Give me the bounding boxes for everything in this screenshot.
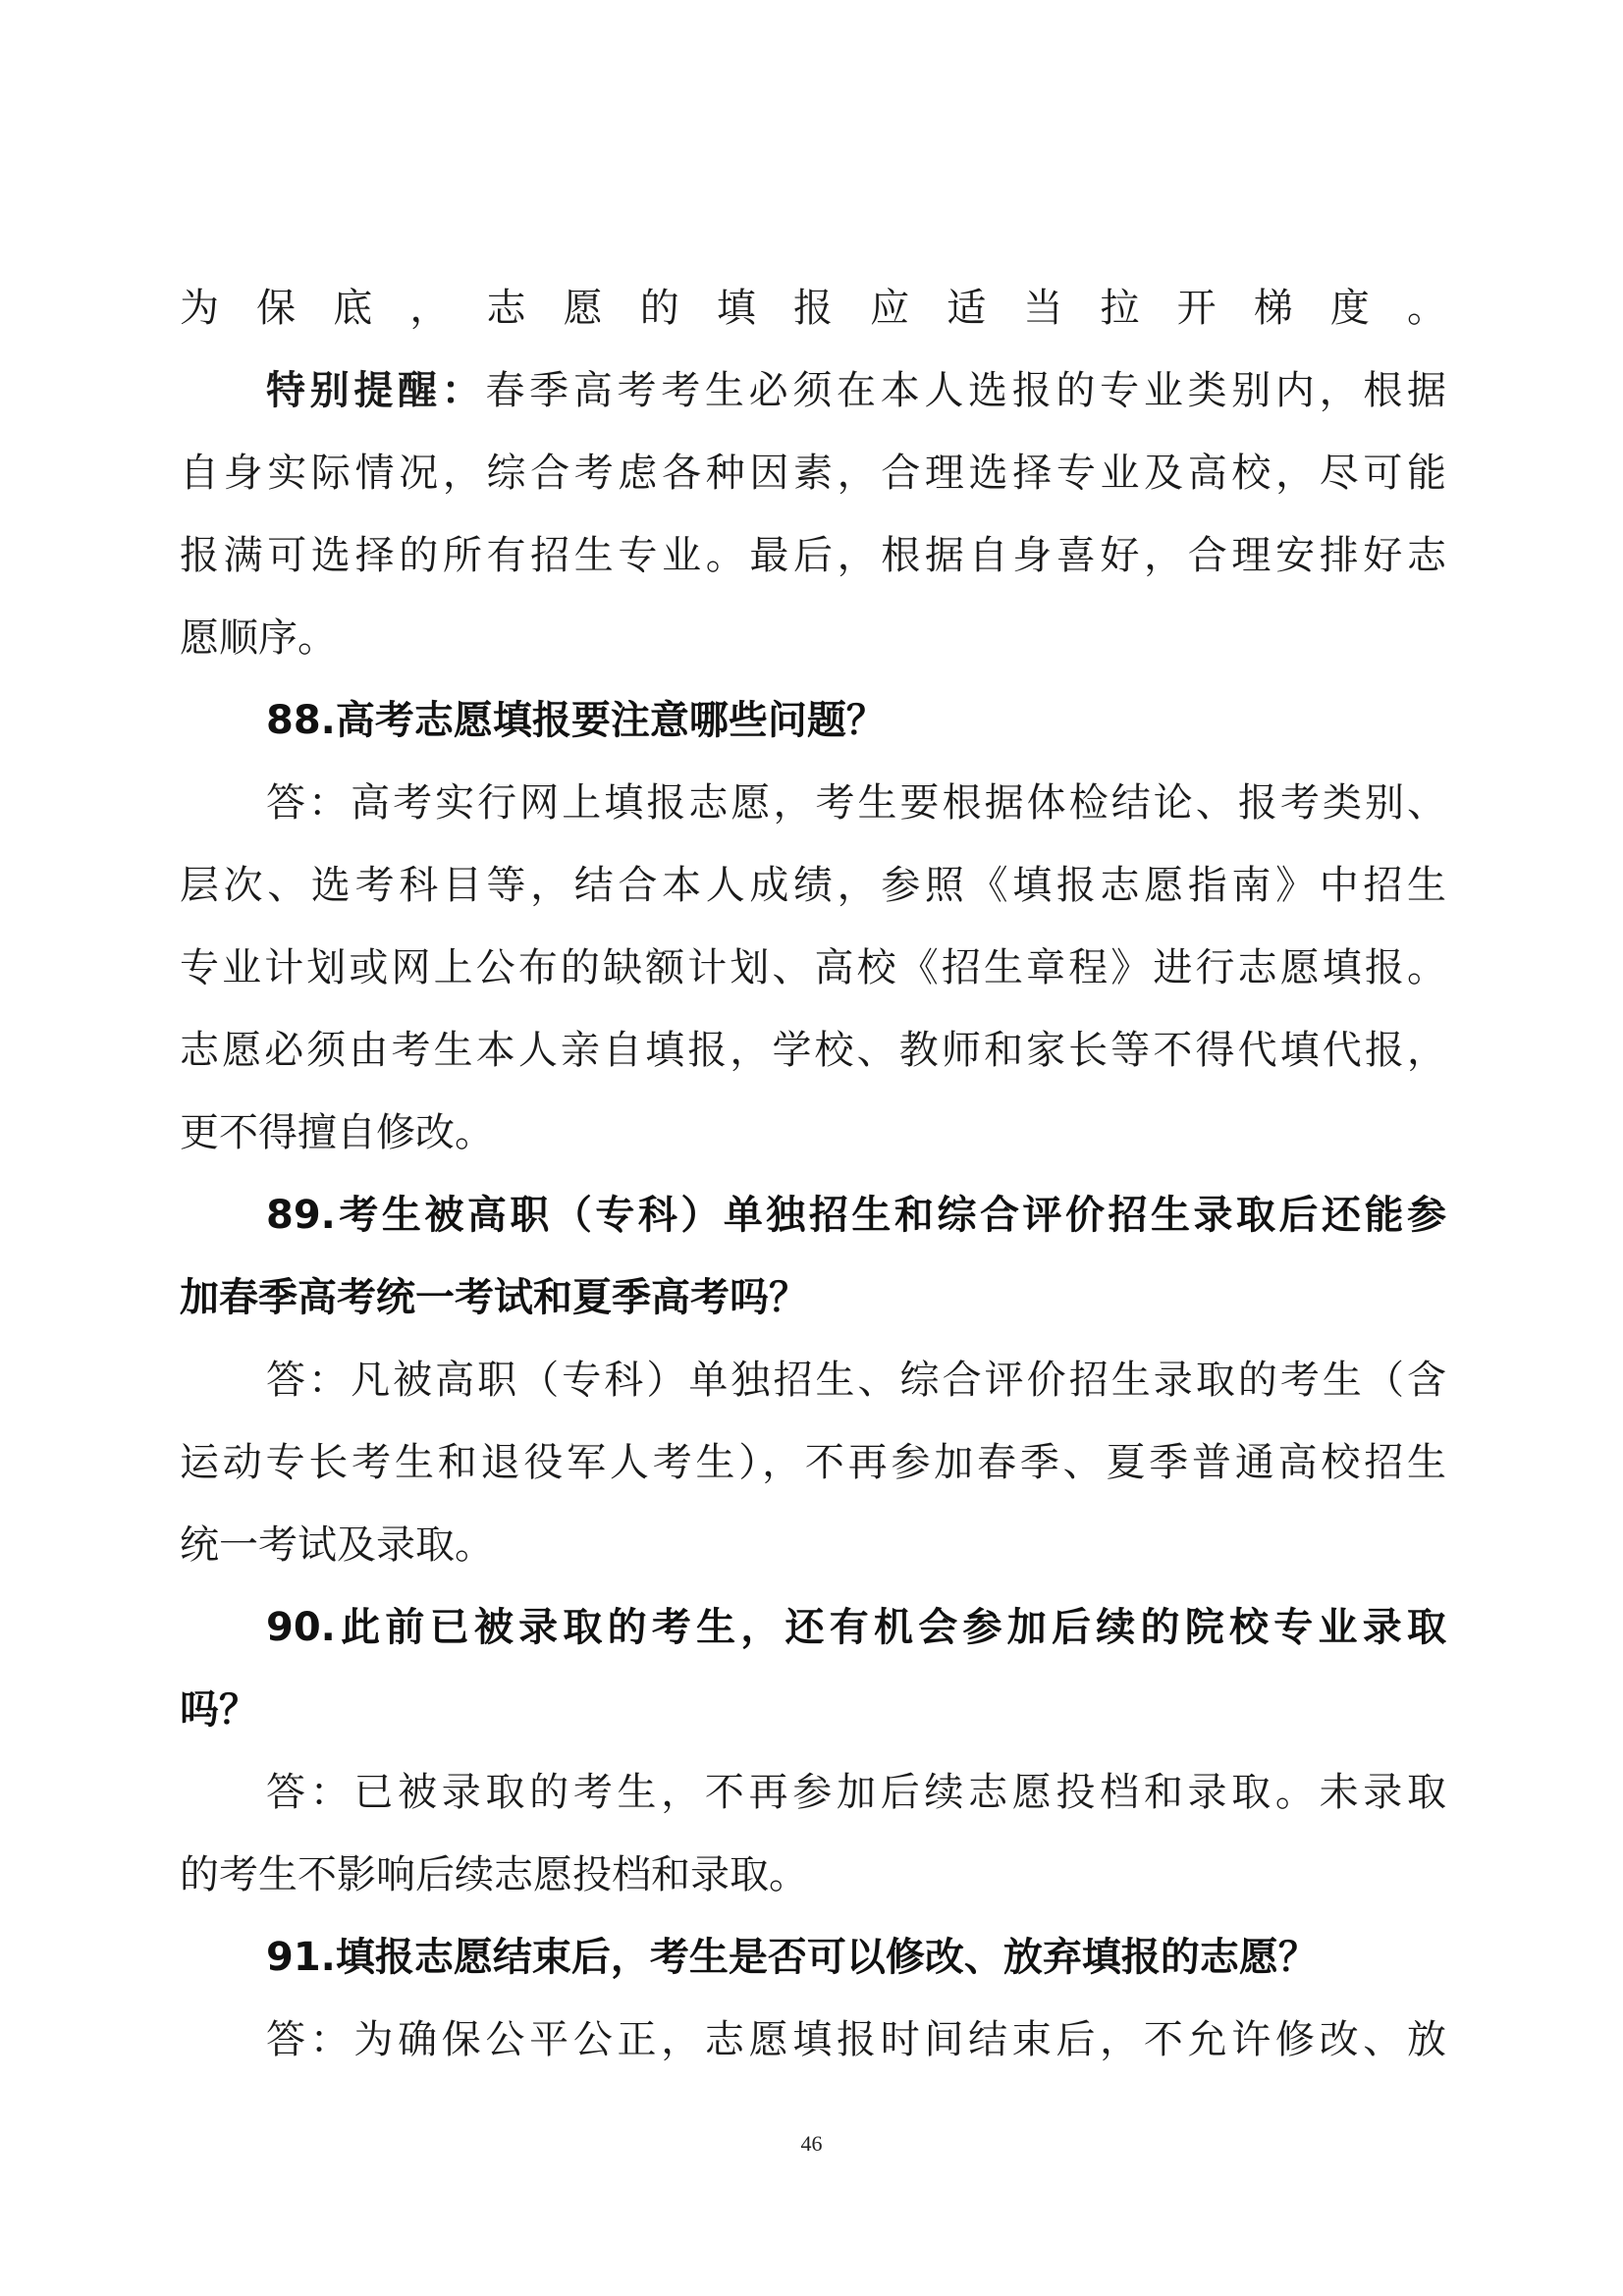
page-number: 46 [800,2131,823,2156]
question-90-heading: 90.此前已被录取的考生，还有机会参加后续的院校专业录取 [266,1605,1446,1650]
answer-89-line: 答：凡被高职（专科）单独招生、综合评价招生录取的考生（含 [266,1358,1446,1403]
paragraph-line: 更不得擅自修改。 [180,1110,494,1155]
question-89-heading: 89.考生被高职（专科）单独招生和综合评价招生录取后还能参 [266,1193,1446,1238]
question-90-heading-cont: 吗？ [180,1687,258,1733]
paragraph-line: 志愿必须由考生本人亲自填报，学校、教师和家长等不得代填代报， [180,1028,1446,1073]
answer-88-line: 答：高考实行网上填报志愿，考生要根据体检结论、报考类别、 [266,780,1446,826]
paragraph-line: 的考生不影响后续志愿投档和录取。 [180,1852,808,1897]
document-body [180,267,1446,2081]
answer-91-line: 答：为确保公平公正，志愿填报时间结束后，不允许修改、放 [266,2017,1446,2062]
paragraph-line: 统一考试及录取。 [180,1522,494,1568]
paragraph-line: 运动专长考生和退役军人考生），不再参加春季、夏季普通高校招生 [180,1440,1446,1485]
reminder-text: 春季高考考生必须在本人选报的专业类别内，根据 [485,368,1446,413]
paragraph-line: 报满可选择的所有招生专业。最后，根据自身喜好，合理安排好志 [180,533,1446,578]
reminder-line [180,349,1446,432]
question-88-heading: 88.高考志愿填报要注意哪些问题？ [266,698,886,743]
paragraph-line: 专业计划或网上公布的缺额计划、高校《招生章程》进行志愿填报。 [180,945,1446,990]
reminder-label: 特别提醒： [266,368,486,413]
paragraph-line: 愿顺序。 [180,615,337,661]
answer-90-line: 答：已被录取的考生，不再参加后续志愿投档和录取。未录取 [266,1770,1446,1815]
question-91-heading: 91.填报志愿结束后，考生是否可以修改、放弃填报的志愿？ [266,1935,1318,1980]
paragraph-line: 层次、选考科目等，结合本人成绩，参照《填报志愿指南》中招生 [180,863,1446,908]
paragraph-line: 为保底，志愿的填报应适当拉开梯度。 [180,286,1446,331]
paragraph-line: 自身实际情况，综合考虑各种因素，合理选择专业及高校，尽可能 [180,451,1446,496]
question-89-heading-cont: 加春季高考统一考试和夏季高考吗？ [180,1275,808,1320]
